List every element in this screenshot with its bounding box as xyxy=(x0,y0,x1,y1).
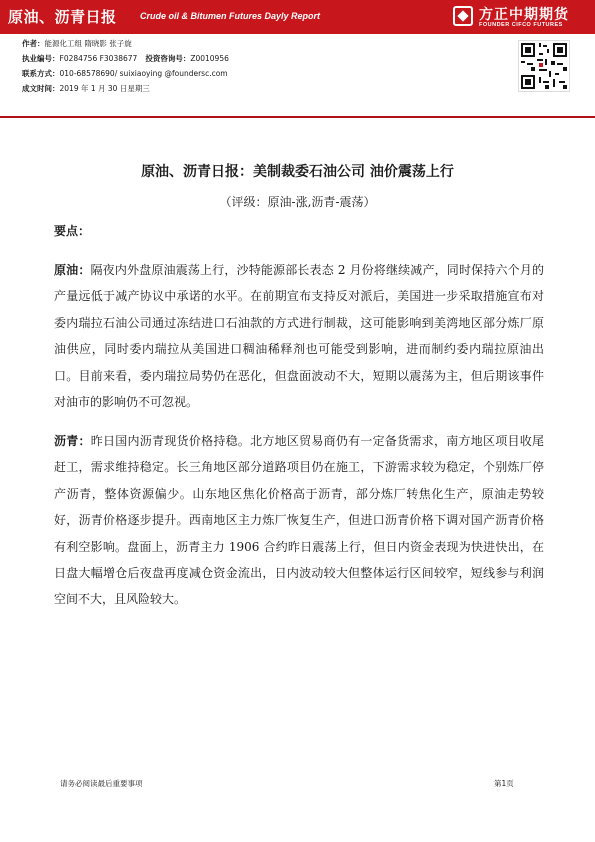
footer-disclaimer: 请务必阅读最后重要事项 xyxy=(60,779,143,788)
asphalt-lead: 沥青： xyxy=(54,434,91,448)
meta-contact-label: 联系方式： xyxy=(22,69,60,78)
document-rating: （评级：原油-涨,沥青-震荡） xyxy=(219,195,376,209)
meta-author-value: 能源化工组 隋晓影 张子旋 xyxy=(44,39,132,48)
asphalt-text: 昨日国内沥青现货价格持稳。北方地区贸易商仍有一定备货需求，南方地区项目收尾赶工，需求维持稳定。长三角地区部分道路项目仍在施工，下游需求较为稳定，个别炼厂停产沥青，整体资源偏少。山东地区焦化价格高于沥青，部分炼厂转焦化生产，原油走势较好，沥青价格逐步提升。西南地区主力炼厂恢复生产，但进口沥青价格下调对国产沥青价格有利空影响。盘面上，沥青主力 1906 合约昨日震荡上行，但日内资金表现为快进快出，在日盘大幅增仓后夜盘再度减仓资金流出，日内波动较大但整体运行区间较窄，短线参与利润空间不大，且风险较大。 xyxy=(54,434,544,607)
meta-date xyxy=(22,81,229,96)
report-meta xyxy=(22,36,229,96)
logo-text-cn: 方正中期期货 xyxy=(479,7,569,23)
qr-code-icon xyxy=(518,40,570,92)
crude-oil-paragraph xyxy=(54,257,544,415)
page-number: 第1页 xyxy=(494,779,514,788)
meta-date-label: 成文时间： xyxy=(22,84,60,93)
logo-text-en: FOUNDER CIFCO FUTURES xyxy=(479,22,563,28)
crude-oil-text: 隔夜内外盘原油震荡上行，沙特能源部长表态 2 月份将继续减产，同时保持六个月的产量远低于减产协议中承诺的水平。在前期宣布支持反对派后，美国进一步采取措施宣布对委内瑞拉石油公司通过冻结进口石油款的方式进行制裁，这可能影响到美湾地区部分炼厂原油供应，同时委内瑞拉从美国进口稠油稀释剂也可能受到影响，进而制约委内瑞拉原油出口。目前来看，委内瑞拉局势仍在恶化，但盘面波动不大，短期以震荡为主，但后期该事件对油市的影响仍不可忽视。 xyxy=(54,263,544,410)
crude-oil-lead: 原油： xyxy=(54,263,91,277)
meta-license-label: 执业编号： xyxy=(22,54,60,63)
meta-author xyxy=(22,36,229,51)
report-title-en: Crude oil & Bitumen Futures Dayly Report xyxy=(140,11,321,21)
asphalt-paragraph xyxy=(54,428,544,613)
key-points-heading: 要点： xyxy=(54,224,91,238)
meta-date-value: 2019 年 1 月 30 日星期三 xyxy=(59,84,150,93)
meta-advisor-label: 投资咨询号： xyxy=(145,54,191,63)
header-divider xyxy=(0,116,595,118)
meta-license xyxy=(22,51,229,66)
document-title: 原油、沥青日报：美制裁委石油公司 油价震荡上行 xyxy=(141,164,454,180)
meta-advisor-value: Z0010956 xyxy=(190,54,229,63)
report-title-cn: 原油、沥青日报 xyxy=(8,8,117,26)
header-banner xyxy=(0,0,595,34)
meta-license-value: F0284756 F3038677 xyxy=(59,54,138,63)
company-logo xyxy=(445,0,595,34)
logo-mark-icon xyxy=(453,6,473,26)
meta-contact-value: 010-68578690/ suixiaoying @foundersc.com xyxy=(59,69,228,78)
meta-contact xyxy=(22,66,229,81)
meta-author-label: 作者： xyxy=(22,39,45,48)
